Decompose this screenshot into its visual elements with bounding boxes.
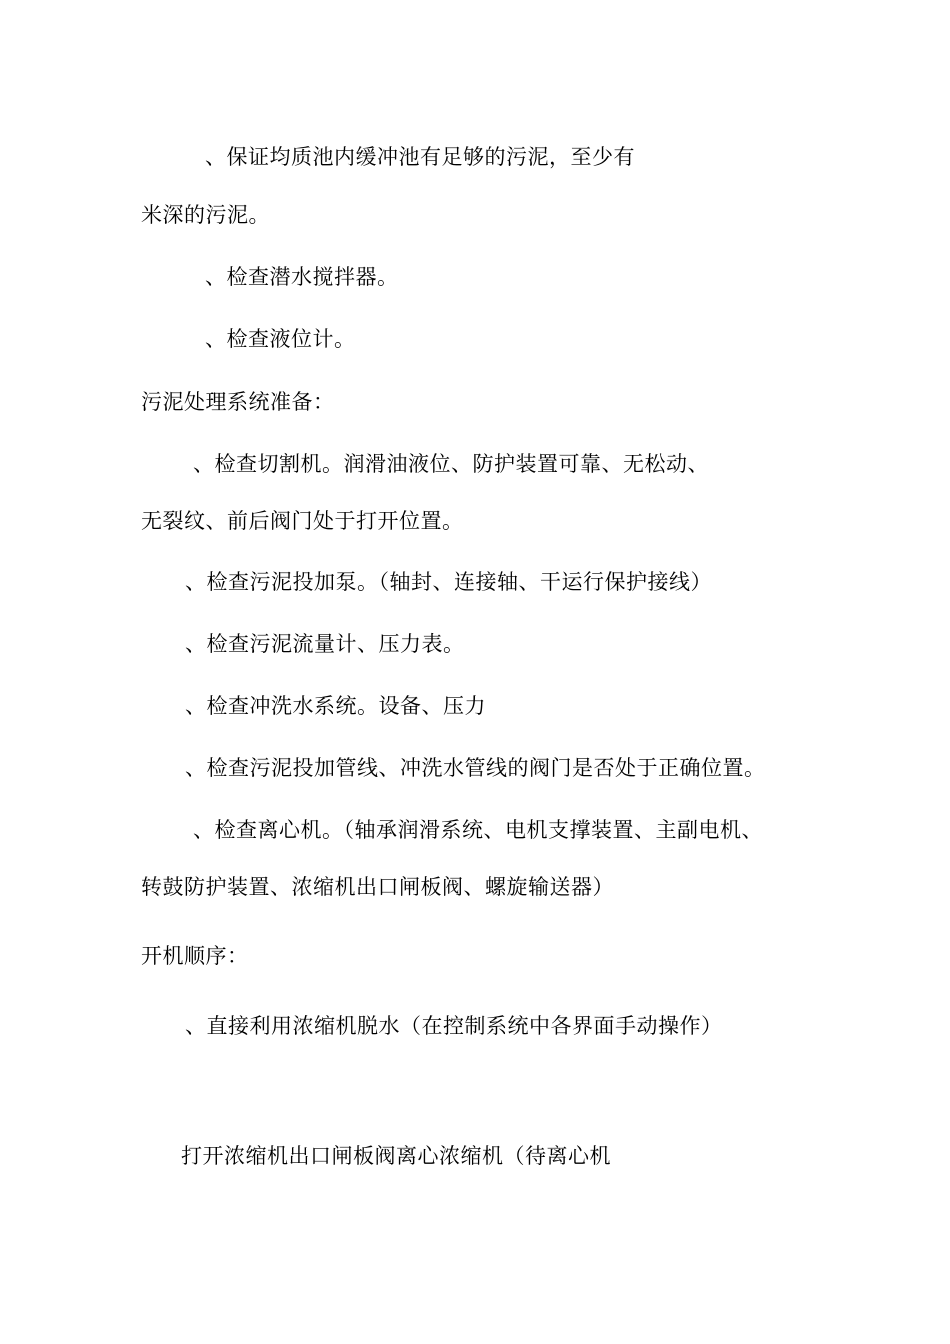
- paragraph-line: 、检查污泥投加泵。（轴封、连接轴、干运行保护接线）: [185, 570, 712, 594]
- paragraph-line: 米深的污泥。: [141, 203, 270, 227]
- section-heading: 污泥处理系统准备：: [141, 390, 335, 414]
- paragraph-line: 、直接利用浓缩机脱水（在控制系统中各界面手动操作）: [185, 1014, 723, 1038]
- paragraph-line: 、检查污泥投加管线、冲洗水管线的阀门是否处于正确位置。: [185, 756, 766, 780]
- paragraph-line: 、检查离心机。（轴承润滑系统、电机支撑装置、主副电机、: [193, 818, 763, 842]
- section-heading: 开机顺序：: [141, 944, 249, 968]
- paragraph-line: 、检查冲洗水系统。设备、压力: [185, 694, 486, 718]
- paragraph-line: 转鼓防护装置、浓缩机出口闸板阀、螺旋输送器）: [141, 875, 614, 899]
- paragraph-line: 、检查切割机。润滑油液位、防护装置可靠、无松动、: [193, 452, 709, 476]
- paragraph-line: 、保证均质池内缓冲池有足够的污泥，至少有: [205, 145, 635, 169]
- paragraph-line: 打开浓缩机出口闸板阀离心浓缩机（待离心机: [181, 1144, 611, 1168]
- paragraph-line: 、检查潜水搅拌器。: [205, 265, 399, 289]
- paragraph-line: 、检查液位计。: [205, 327, 356, 351]
- paragraph-line: 、检查污泥流量计、压力表。: [185, 632, 465, 656]
- paragraph-line: 无裂纹、前后阀门处于打开位置。: [141, 509, 464, 533]
